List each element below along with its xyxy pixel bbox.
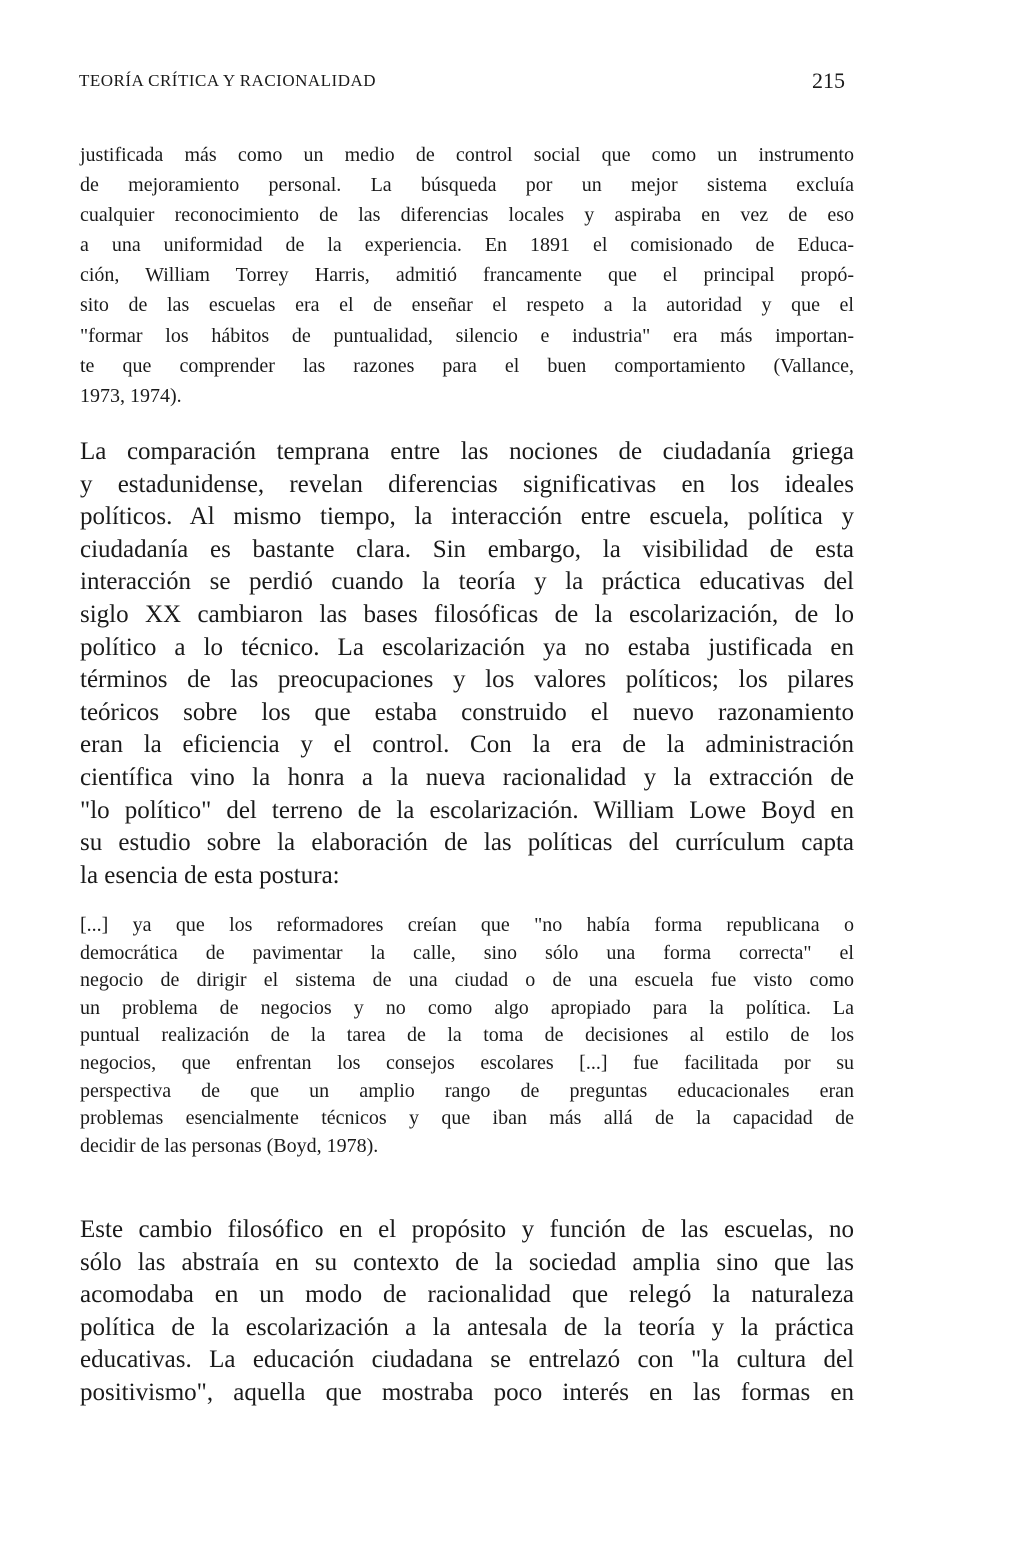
text-line: términos de las preocupaciones y los valores políticos; los pilares [80, 666, 854, 694]
text-line: política de la escolarización a la antesala de la teoría y la práctica [80, 1313, 854, 1341]
text-line: "formar los hábitos de puntualidad, silencio e industria" era más importan- [80, 324, 854, 347]
text-line: políticos. Al mismo tiempo, la interacción entre escuela, política y [80, 503, 854, 531]
text-line: su estudio sobre la elaboración de las políticas del currículum capta [80, 829, 854, 857]
text-line: la esencia de esta postura: [80, 861, 340, 889]
text-line: interacción se perdió cuando la teoría y la práctica educativas del [80, 568, 854, 596]
text-line: sito de las escuelas era el de enseñar el respeto a la autoridad y que el [80, 294, 854, 317]
text-line: te que comprender las razones para el buen comportamiento (Vallance, [80, 354, 854, 377]
text-line: problemas esencialmente técnicos y que iban más allá de la capacidad de [80, 1107, 854, 1130]
text-line: teóricos sobre los que estaba construido el nuevo razonamiento [80, 698, 854, 726]
text-line: negocio de dirigir el sistema de una ciudad o de una escuela fue visto como [80, 969, 854, 992]
text-line: acomodaba en un modo de racionalidad que relegó la naturaleza [80, 1281, 854, 1309]
text-line: perspectiva de que un amplio rango de preguntas educacionales eran [80, 1079, 854, 1102]
text-line: de mejoramiento personal. La búsqueda por un mejor sistema excluía [80, 174, 854, 197]
text-line: justificada más como un medio de control social que como un instrumento [80, 144, 854, 166]
running-head: TEORÍA CRÍTICA Y RACIONALIDAD [79, 71, 377, 90]
text-line: 1973, 1974). [80, 384, 182, 407]
paragraph [80, 1214, 854, 1410]
text-line: decidir de las personas (Boyd, 1978). [80, 1134, 379, 1157]
text-line: ción, William Torrey Harris, admitió francamente que el principal propó- [80, 264, 854, 287]
text-line: y estadunidense, revelan diferencias significativas en los ideales [80, 470, 854, 498]
text-line: ciudadanía es bastante clara. Sin embargo, la visibilidad de esta [80, 535, 854, 563]
text-line: Este cambio filosófico en el propósito y función de las escuelas, no [80, 1216, 854, 1243]
text-line: negocios, que enfrentan los consejos escolares [...] fue facilitada por su [80, 1051, 854, 1074]
text-line: "lo político" del terreno de la escolarización. William Lowe Boyd en [80, 796, 854, 824]
text-line: científica vino la honra a la nueva racionalidad y la extracción de [80, 763, 854, 791]
text-line: político a lo técnico. La escolarización ya no estaba justificada en [80, 633, 854, 661]
text-line: sólo las abstraía en su contexto de la sociedad amplia sino que las [80, 1248, 854, 1276]
paragraph [80, 140, 854, 411]
text-line: positivismo", aquella que mostraba poco interés en las formas en [80, 1378, 854, 1406]
text-line: [...] ya que los reformadores creían que "no había forma republicana o [80, 914, 854, 936]
text-line: puntual realización de la tarea de la toma de decisiones al estilo de los [80, 1024, 854, 1047]
block-quote [80, 912, 854, 1160]
text-line: eran la eficiencia y el control. Con la era de la administración [80, 731, 854, 759]
text-line: siglo XX cambiaron las bases filosóficas de la escolarización, de lo [80, 600, 854, 628]
text-line: La comparación temprana entre las nociones de ciudadanía griega [80, 438, 854, 465]
text-line: cualquier reconocimiento de las diferencias locales y aspiraba en vez de eso [80, 204, 854, 227]
text-line: educativas. La educación ciudadana se entrelazó con "la cultura del [80, 1346, 854, 1374]
text-line: democrática de pavimentar la calle, sino sólo una forma correcta" el [80, 941, 854, 964]
page-number: 215 [812, 68, 845, 93]
paragraph [80, 436, 854, 892]
text-line: un problema de negocios y no como algo apropiado para la política. La [80, 996, 854, 1019]
text-line: a una uniformidad de la experiencia. En 1891 el comisionado de Educa- [80, 234, 854, 257]
